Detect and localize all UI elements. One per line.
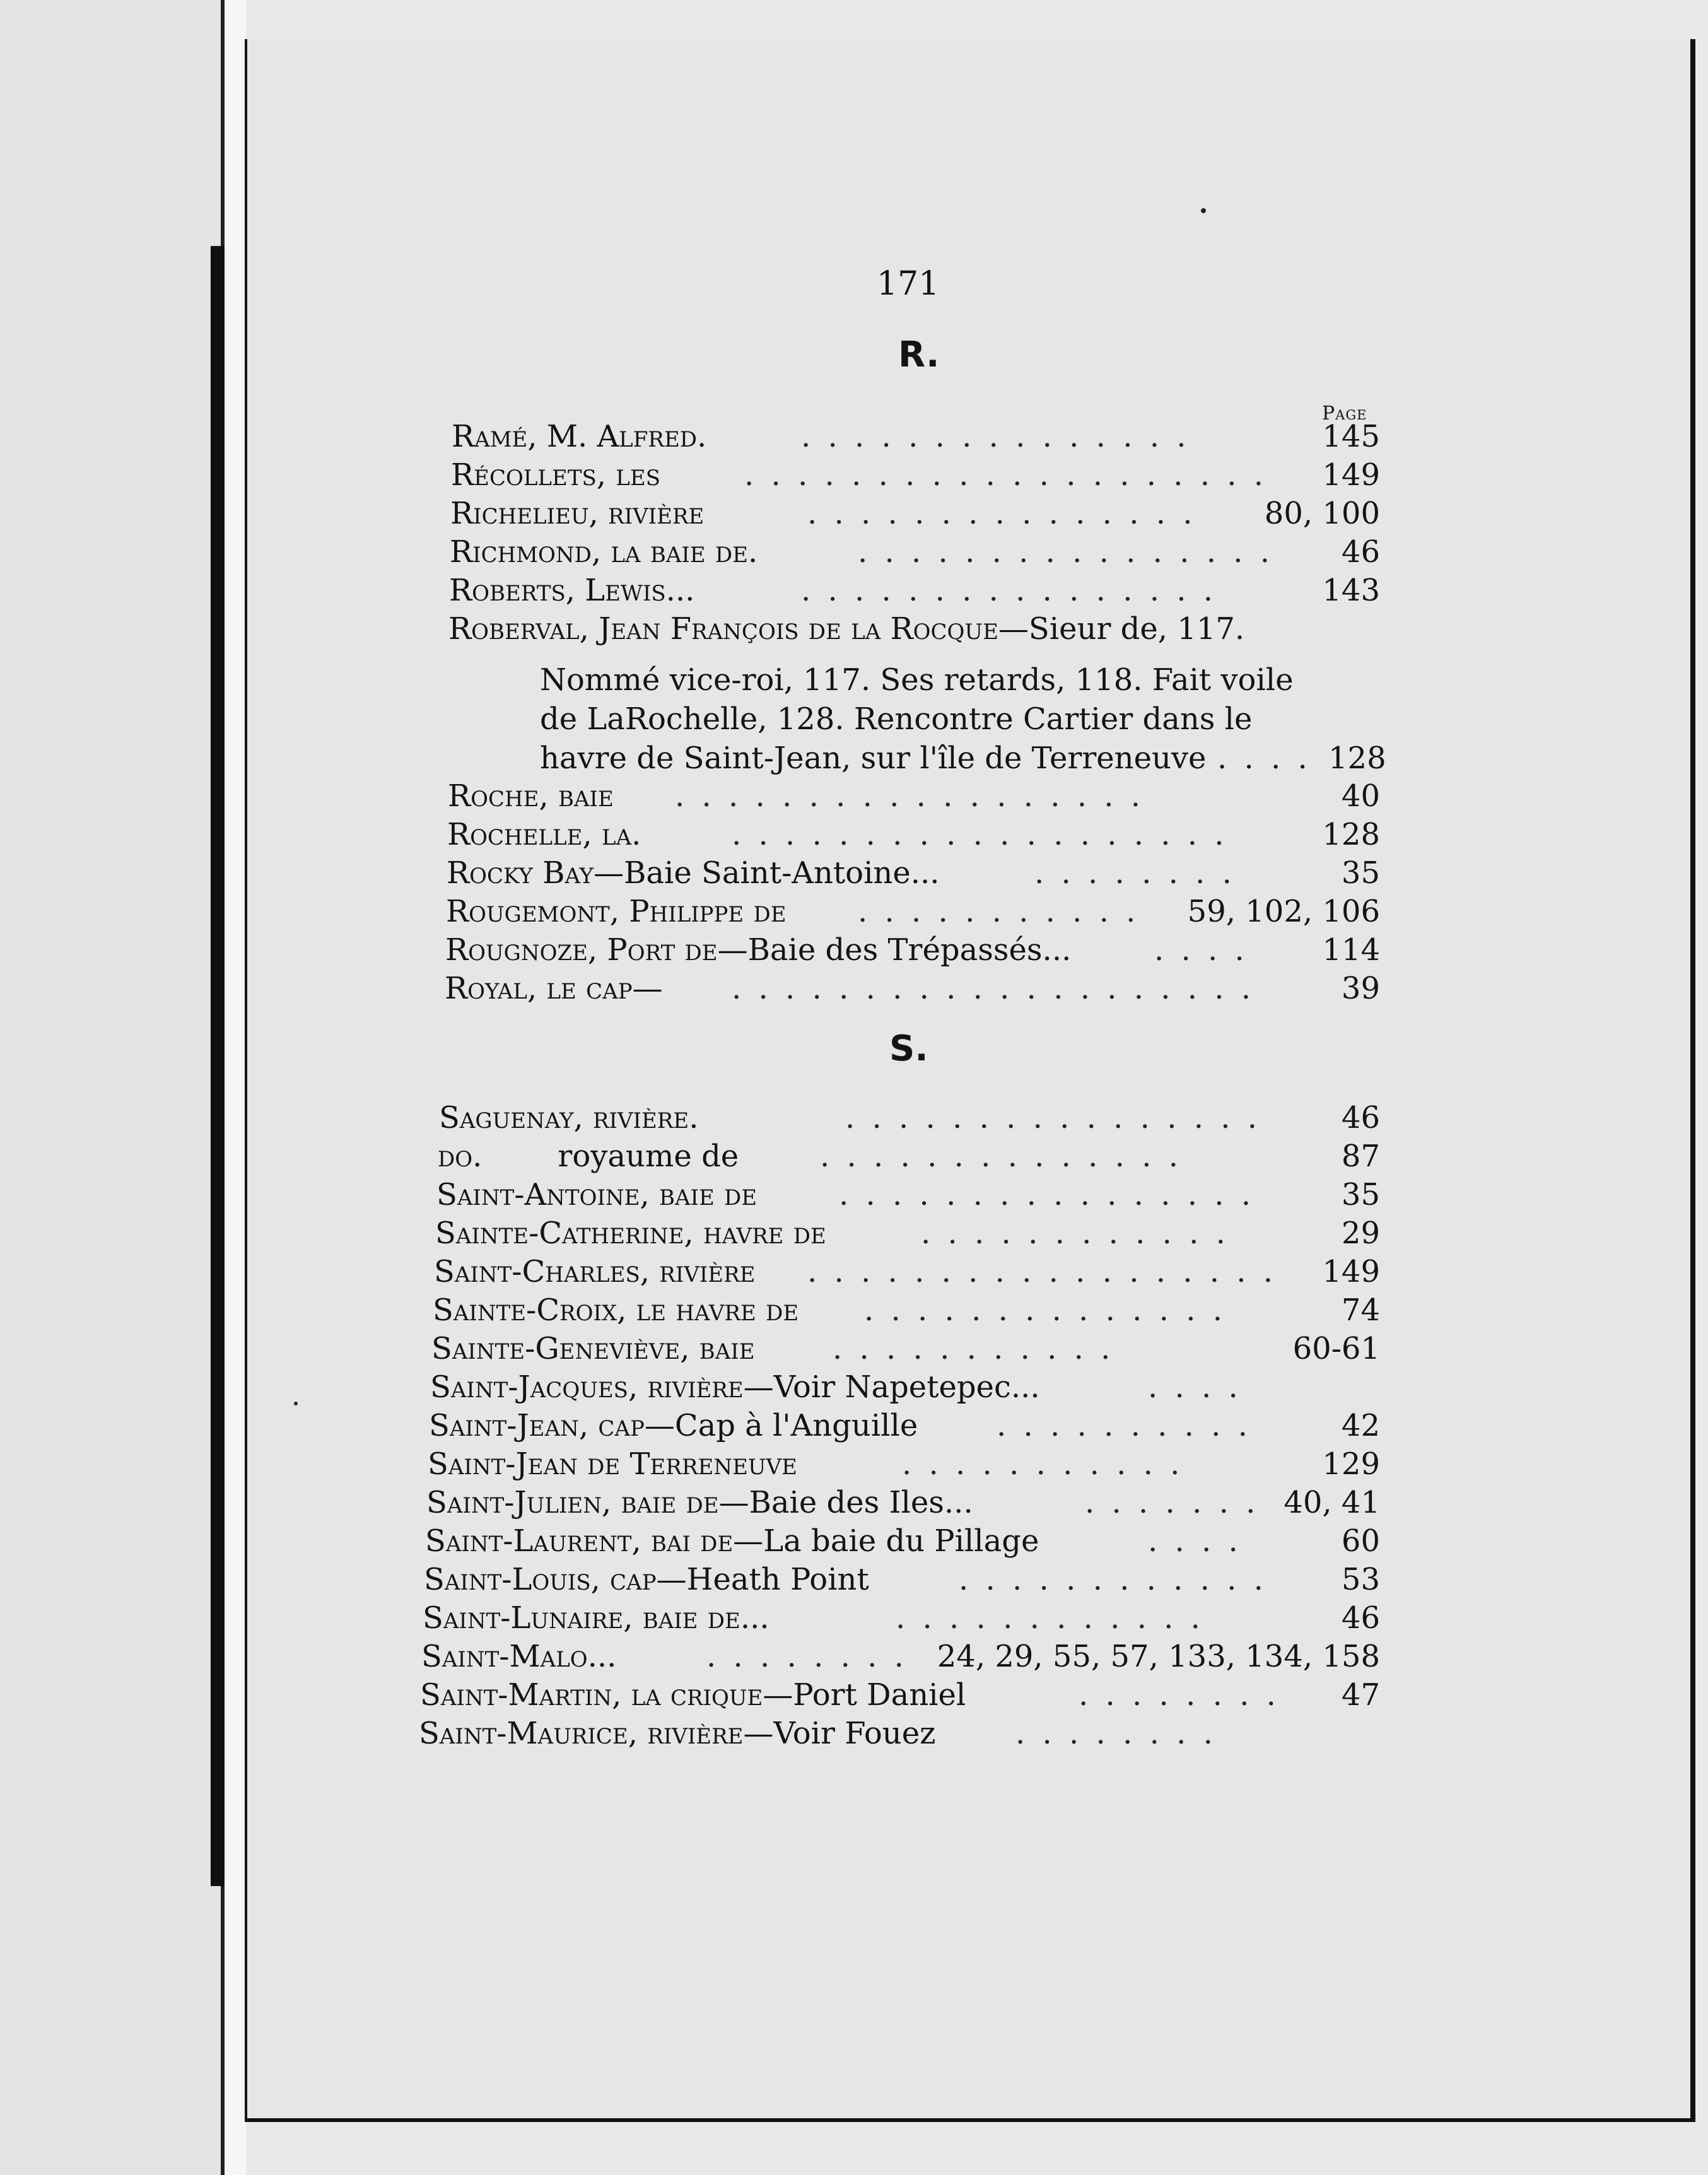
entry-heading: [428, 1445, 797, 1483]
page-references: 46: [1341, 1100, 1380, 1135]
page-references: 129: [1322, 1446, 1380, 1482]
page-references: 149: [1322, 1254, 1380, 1289]
leader-dots: . . . . . . . . . . . .: [959, 1562, 1267, 1597]
entry-heading: [446, 893, 787, 930]
entry-subheading-text: —Sieur de, 117.: [998, 611, 1245, 647]
page-references: 35: [1341, 855, 1380, 891]
index-s-entry: [0, 1214, 1708, 1252]
leader-dots: . . . . . . . .: [1079, 1677, 1280, 1713]
index-r-entry: [0, 572, 1708, 609]
entry-heading-text: Royal, le cap—: [445, 971, 663, 1006]
entry-heading-text: Saint-Louis, cap: [424, 1562, 657, 1597]
index-r-entry: [0, 816, 1708, 853]
page-references: 24, 29, 55, 57, 133, 134, 158: [937, 1639, 1380, 1674]
leader-dots: . . . . . . . . . . . .: [896, 1600, 1204, 1636]
page-references: 40: [1341, 778, 1380, 814]
index-s-entry: [0, 1099, 1708, 1137]
entry-heading-text: Saint-Malo...: [421, 1639, 617, 1674]
page-column-header: Page: [1322, 402, 1367, 425]
leader-dots: . . . .: [1148, 1523, 1242, 1559]
entry-heading-text: Sainte-Croix, le havre de: [433, 1293, 799, 1328]
roberval-continuation-3: havre de Saint-Jean, sur l'île de Terreneuve: [540, 741, 1207, 776]
entry-subheading-text: —Voir Napetepec...: [743, 1369, 1040, 1405]
leader-dots: . . . . . . . .: [1015, 1716, 1217, 1751]
page-references: 29: [1341, 1216, 1380, 1251]
index-s-entry: [0, 1445, 1708, 1483]
index-s-entry: [0, 1368, 1708, 1406]
entry-subheading-text: —Voir Fouez: [743, 1716, 936, 1751]
page-references: 74: [1341, 1293, 1380, 1328]
index-s-entry: [0, 1137, 1708, 1175]
index-r-entry: [0, 854, 1708, 892]
index-s-entry: [0, 1330, 1708, 1368]
index-page: [245, 39, 1695, 2122]
page-gutter: [225, 0, 246, 2175]
index-s-entry: [0, 1599, 1708, 1637]
entry-heading: [433, 1291, 798, 1329]
leader-dots: . . . . . . . .: [1034, 855, 1236, 891]
entry-heading-text: Rougnoze, Port de: [445, 932, 718, 968]
entry-subheading-text: —Baie Saint-Antoine...: [594, 855, 940, 891]
ink-speck: [1201, 208, 1206, 213]
entry-heading-text: Saint-Antoine, baie de: [436, 1177, 757, 1212]
entry-subheading-text: —Cap à l'Anguille: [644, 1408, 918, 1443]
page-references: 59, 102, 106: [1187, 894, 1380, 929]
page-references: 46: [1341, 1600, 1380, 1636]
index-s-entry: [0, 1522, 1708, 1560]
index-s-entry: [0, 1561, 1708, 1598]
section-heading-r: R.: [898, 334, 940, 375]
leader-dots: . . . . . . . . . . . . . . . . . .: [807, 1254, 1277, 1289]
entry-heading: [447, 816, 641, 853]
entry-heading-text: Roche, baie: [448, 778, 614, 814]
index-s-entry: [0, 1638, 1708, 1675]
roberval-continuation-2: de LaRochelle, 128. Rencontre Cartier dans le: [540, 701, 1253, 737]
entry-heading-text: Saint-Charles, rivière: [434, 1254, 756, 1289]
entry-subheading-text: —Port Daniel: [763, 1677, 966, 1713]
page-references: 60: [1341, 1523, 1380, 1559]
entry-subheading-text: —Baie des Iles...: [718, 1485, 973, 1520]
entry-heading: [431, 1330, 755, 1368]
entry-heading-text: Saint-Julien, baie de: [426, 1485, 719, 1520]
entry-heading: [436, 1176, 757, 1214]
leader-dots: . . . . . . . . . . . . . .: [864, 1293, 1226, 1328]
entry-heading-text: Saint-Laurent, bai de: [425, 1523, 734, 1559]
entry-heading-text: Rougemont, Philippe de: [446, 894, 787, 929]
entry-heading-text: Saint-Jacques, rivière: [430, 1369, 744, 1405]
index-s-entry: [0, 1291, 1708, 1329]
roberval-continuation-1: Nommé vice-roi, 117. Ses retards, 118. Fait voile: [540, 662, 1294, 698]
entry-heading: [445, 970, 663, 1007]
leader-dots: . . . . . . . . . . . . . . . . . . . .: [732, 971, 1255, 1006]
entry-heading-text: Saint-Martin, la crique: [420, 1677, 763, 1713]
roberval-pages: 128: [1328, 741, 1386, 776]
leader-dots: . . . . . . . . . . . . . . . . . . . .: [744, 457, 1268, 493]
leader-dots: . . . . . . . . . . . .: [921, 1216, 1229, 1251]
index-r-entry: [0, 495, 1708, 532]
leader-dots: . . . . . . . . . . .: [858, 894, 1140, 929]
entry-heading-text: Sainte-Geneviève, baie: [431, 1331, 755, 1366]
entry-heading-text: Saint-Maurice, rivière: [419, 1716, 744, 1751]
page-references: 35: [1341, 1177, 1380, 1212]
leader-dots: . . . . . . . . . . . . . . . .: [801, 573, 1217, 608]
leader-dots: . . . . . . . . . . . . . .: [820, 1139, 1182, 1174]
page-references: 40, 41: [1284, 1485, 1380, 1520]
roberval-dots: . . . .: [1217, 741, 1311, 776]
entry-heading: [423, 1599, 769, 1637]
entry-heading: [430, 1368, 1040, 1406]
page-references: 145: [1322, 419, 1380, 454]
index-r-entry: [0, 970, 1708, 1007]
entry-heading-text: Roberval, Jean François de la Rocque: [448, 611, 998, 647]
entry-heading: [438, 1137, 739, 1175]
leader-dots: . . . . . . . . . .: [997, 1408, 1251, 1443]
page-references: 114: [1322, 932, 1380, 968]
entry-heading-text: Rocky Bay: [447, 855, 594, 891]
index-s-entry: [0, 1484, 1708, 1521]
entry-heading: [447, 854, 940, 892]
page-references: 149: [1322, 457, 1380, 493]
index-r-entry: [0, 610, 1708, 648]
page-references: 39: [1341, 971, 1380, 1006]
index-s-entry: [0, 1407, 1708, 1445]
index-r-entry: [0, 456, 1708, 494]
index-r-entry: [0, 931, 1708, 969]
leader-dots: . . . . . . . .: [706, 1639, 908, 1674]
entry-heading: [425, 1522, 1039, 1560]
entry-heading-text: Roberts, Lewis...: [449, 573, 695, 608]
entry-heading-text: Richmond, la baie de.: [450, 534, 758, 570]
page-references: 143: [1322, 573, 1380, 608]
entry-heading-text: Saguenay, rivière.: [439, 1100, 699, 1135]
index-r-entry: [0, 777, 1708, 815]
page-references: 53: [1341, 1562, 1380, 1597]
entry-heading-text: Saint-Jean de Terreneuve: [428, 1446, 797, 1482]
leader-dots: . . . . . . . . . . .: [833, 1331, 1114, 1366]
page-references: 46: [1341, 534, 1380, 570]
index-r-entry: [0, 418, 1708, 455]
entry-heading: [450, 533, 757, 571]
entry-heading-text: Sainte-Catherine, havre de: [435, 1216, 826, 1251]
leader-dots: . . . . . . . . . . . . . . . . . . .: [732, 817, 1228, 852]
leader-dots: . . . . . . . . . . . . . . . .: [845, 1100, 1261, 1135]
leader-dots: . . . . . . . . . . . . . . . .: [839, 1177, 1255, 1212]
leader-dots: . . . . . . . . . . . . . . . . . .: [675, 778, 1145, 814]
entry-heading-text: Richelieu, rivière: [450, 496, 705, 531]
page-references: 42: [1341, 1408, 1380, 1443]
page-references: 87: [1341, 1139, 1380, 1174]
entry-heading: [448, 610, 1244, 648]
facing-page: [0, 0, 225, 2175]
entry-heading: [439, 1099, 698, 1137]
entry-heading: [426, 1484, 973, 1521]
page-references: 128: [1322, 817, 1380, 852]
index-s-entry: [0, 1676, 1708, 1714]
entry-subheading-text: royaume de: [558, 1139, 739, 1174]
entry-subheading-text: —Heath Point: [656, 1562, 869, 1597]
index-r-entry: [0, 533, 1708, 571]
entry-heading: [429, 1407, 918, 1445]
entry-heading: [450, 495, 704, 532]
index-s-entry: [0, 1176, 1708, 1214]
entry-heading-text: Rochelle, la.: [447, 817, 641, 852]
entry-heading: [419, 1715, 935, 1752]
entry-heading: [452, 418, 706, 455]
entry-heading: [424, 1561, 869, 1598]
entry-subheading-text: —La baie du Pillage: [733, 1523, 1039, 1559]
page-references: 60-61: [1292, 1331, 1380, 1366]
entry-heading: [449, 572, 694, 609]
leader-dots: . . . . . . . . . . . . . . .: [807, 496, 1196, 531]
page-references: 47: [1341, 1677, 1380, 1713]
index-r-entry: [0, 893, 1708, 930]
page-references: 80, 100: [1264, 496, 1380, 531]
entry-heading: [420, 1676, 966, 1714]
leader-dots: . . . . . . . . . . . . . . .: [801, 419, 1190, 454]
entry-heading: [451, 456, 660, 494]
page-number: 171: [877, 265, 940, 303]
leader-dots: . . . . . . . . . . . . . . . .: [858, 534, 1273, 570]
entry-heading: [435, 1214, 826, 1252]
index-s-entry: [0, 1715, 1708, 1752]
leader-dots: . . . .: [1154, 932, 1248, 968]
entry-heading-text: Récollets, les: [451, 457, 660, 493]
section-heading-s: S.: [889, 1028, 928, 1069]
entry-heading: [445, 931, 1071, 969]
entry-heading-text: Ramé, M. Alfred.: [452, 419, 707, 454]
leader-dots: . . . . . . . . . . .: [902, 1446, 1184, 1482]
entry-subheading-text: —Baie des Trépassés...: [717, 932, 1072, 968]
leader-dots: . . . . . . .: [1085, 1485, 1260, 1520]
entry-heading: [421, 1638, 616, 1675]
entry-heading-text: Saint-Jean, cap: [429, 1408, 645, 1443]
leader-dots: . . . .: [1148, 1369, 1242, 1405]
entry-heading-text: do.: [438, 1139, 483, 1174]
entry-heading: [434, 1253, 756, 1291]
index-s-entry: [0, 1253, 1708, 1291]
ink-speck: [294, 1402, 298, 1405]
entry-heading: [448, 777, 614, 815]
entry-heading-text: Saint-Lunaire, baie de...: [423, 1600, 769, 1636]
